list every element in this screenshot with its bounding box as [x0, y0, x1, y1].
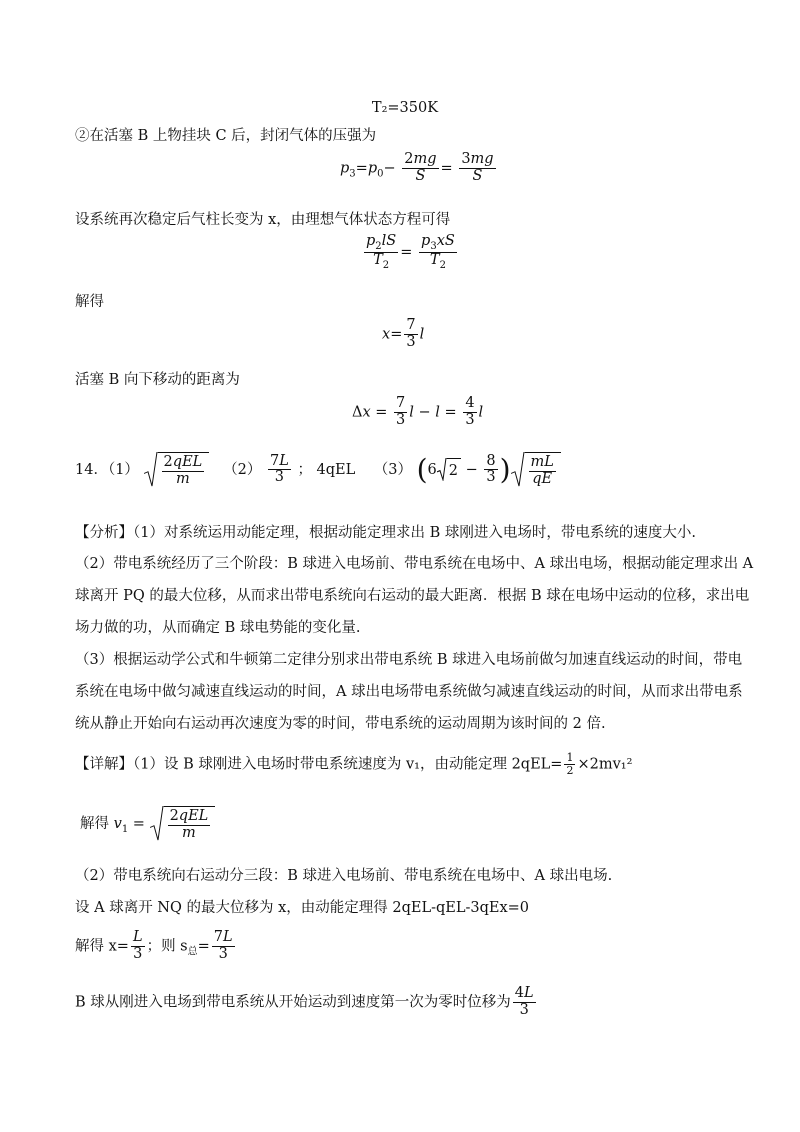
answer-energy: ； 4qEL	[297, 461, 356, 478]
detail-line-6: B 球从刚进入电场到带电系统从开始运动到速度第一次为零时位移为 $\frac{4L}{3}$	[75, 985, 534, 1018]
text: B 球从刚进入电场到带电系统从开始运动到速度第一次为零时位移为	[75, 994, 511, 1011]
answer-part-2: （2）	[223, 461, 262, 478]
detail-line-5: 解得 x= $\frac{L}{3}$ ；则 $s_总=$ $\frac{7L}{3}$	[75, 929, 233, 962]
detail-v1: 解得 $v_1$ = $\frac{\text{2qEL}}{m}$	[80, 806, 215, 842]
text: （1）对系统运用动能定理，根据动能定理求出 B 球刚进入电场时，带电系统的速度大小.	[133, 525, 696, 541]
detail-line-1: 【详解】（1）设 B 球刚进入电场时带电系统速度为 v₁，由动能定理 2qEL= $\frac{1}{2}$ ×2mv₁²	[75, 751, 633, 778]
detail-line-4: 设 A 球离开 NQ 的最大位移为 x，由动能定理得 2qEL-qEL-3qEx=0	[75, 900, 530, 916]
text: 解得	[80, 815, 109, 832]
analysis-line-1	[75, 523, 696, 543]
analysis-line-3: 球离开 PQ 的最大位移，从而求出带电系统向右运动的最大距离．根据 B 球在电场中运动的位移，求出电	[75, 588, 750, 604]
equation-gas-law: $\frac{p_2lS}{T_2}$ = $\frac{p_3xS}{T_2}$	[366, 233, 455, 271]
text: ；则 s	[146, 938, 188, 955]
subscript: 总	[187, 946, 198, 958]
text: （1）设 B 球刚进入电场时带电系统速度为 v₁，由动能定理 2qEL=	[133, 756, 563, 773]
text-line: 活塞 B 向下移动的距离为	[75, 372, 240, 388]
text: ×2mv₁²	[577, 756, 633, 773]
detail-line-3: （2）带电系统向右运动分三段：B 球进入电场前、带电系统在电场中、A 球出电场.	[75, 868, 613, 884]
answer-part-3: （3）	[373, 461, 412, 478]
text-line: 设系统再次稳定后气柱长变为 x，由理想气体状态方程可得	[75, 212, 451, 228]
analysis-line-7: 统从静止开始向右运动再次速度为零的时间，带电系统的运动周期为该时间的 2 倍.	[75, 716, 606, 732]
answer-number: 14．（1）	[75, 461, 139, 478]
equation-delta-x: Δx = $\frac{7}{3}$ l − l = $\frac{4}{3}$ l	[352, 395, 484, 428]
answer-14: 14．（1） $\frac{\text{2qEL}}{m}$ （2） $\frac{7L}{3}$ ； 4qEL （3） (6 2 − $\frac{8}{3}$ ) $\frac{mL}{qE}$	[75, 452, 561, 488]
detail-heading: 【详解】	[75, 756, 133, 773]
sqrt-expression: $\frac{\text{2qEL}}{m}$	[144, 452, 210, 488]
text-line: ②在活塞 B 上物挂块 C 后，封闭气体的压强为	[75, 128, 377, 144]
equation-p3: $p_3=p_0-$ $\frac{2mg}{S}$ = $\frac{3mg}{S}$	[340, 151, 494, 184]
analysis-line-4: 场力做的功，从而确定 B 球电势能的变化量.	[75, 620, 361, 636]
analysis-line-5: （3）根据运动学公式和牛顿第二定律分别求出带电系统 B 球进入电场前做匀加速直线运动的时间，带电	[75, 652, 743, 668]
text: =	[197, 938, 210, 955]
temperature-result: T₂=350K	[371, 100, 439, 116]
text: 解得 x=	[75, 938, 129, 955]
analysis-line-6: 系统在电场中做匀减速直线运动的时间，A 球出电场带电系统做匀减速直线运动的时间，从而求出带电系	[75, 684, 743, 700]
analysis-line-2: （2）带电系统经历了三个阶段：B 球进入电场前、带电系统在电场中、A 球出电场，根据动能定理求出 A	[75, 556, 754, 572]
text-line: 解得	[75, 294, 104, 310]
analysis-heading: 【分析】	[75, 525, 133, 541]
equation-x: x= $\frac{7}{3}$ l	[382, 317, 425, 350]
